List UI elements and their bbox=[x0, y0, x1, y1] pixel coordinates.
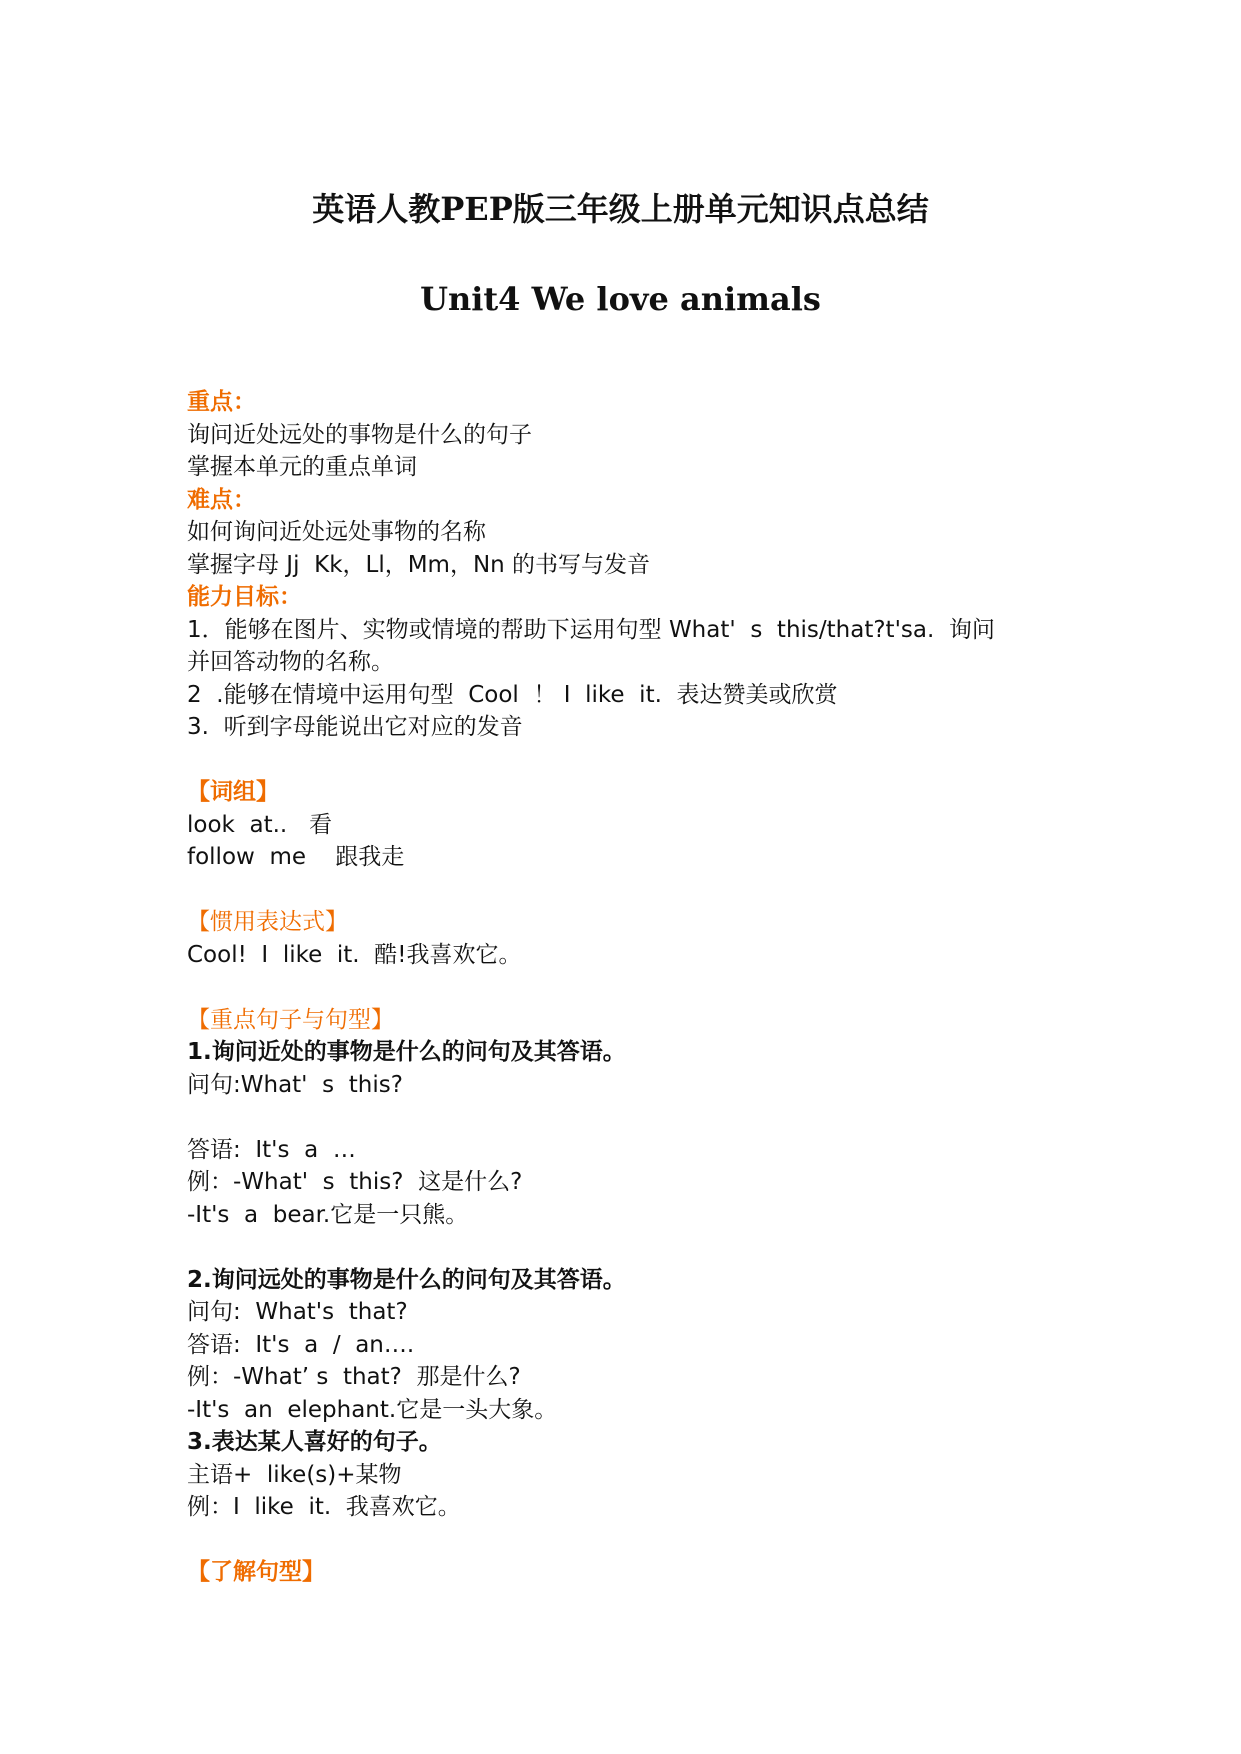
ability-item: 1．能够在图片、实物或情境的帮助下运用句型 What' s this/that?t'sa. 询问 bbox=[187, 616, 995, 643]
spacer bbox=[187, 1101, 1067, 1134]
focus-item: 询问近处远处的事物是什么的句子 bbox=[187, 421, 532, 448]
sentence-line: 例：-What' s this? 这是什么? bbox=[187, 1169, 523, 1195]
difficulty-item: 如何询问近处远处事物的名称 bbox=[187, 519, 486, 545]
sentence-pattern-title: 1.询问近处的事物是什么的问句及其答语。 bbox=[187, 1039, 626, 1065]
unit-title: Unit4 We love animals bbox=[420, 280, 821, 318]
ability-item: 2 .能够在情境中运用句型 Cool ！ I like it. 表达赞美或欣赏 bbox=[187, 681, 838, 708]
ability-item: 3. 听到字母能说出它对应的发音 bbox=[187, 714, 523, 740]
document-title: 英语人教PEP版三年级上册单元知识点总结 bbox=[312, 190, 929, 228]
sentence-line: 答语: It's a … bbox=[187, 1136, 356, 1163]
sentence-pattern-title: 3.表达某人喜好的句子。 bbox=[187, 1429, 442, 1455]
ability-heading: 能力目标： bbox=[187, 584, 302, 610]
sentence-line: 问句:What' s this? bbox=[187, 1071, 403, 1098]
expression-item: Cool! I like it. 酷!我喜欢它。 bbox=[187, 941, 522, 968]
ability-item: 并回答动物的名称。 bbox=[187, 649, 394, 675]
focus-item: 掌握本单元的重点单词 bbox=[187, 454, 417, 480]
spacer bbox=[187, 874, 1067, 907]
sentence-line: -It's an elephant.它是一头大象。 bbox=[187, 1396, 558, 1423]
phrase-item: follow me 跟我走 bbox=[187, 844, 405, 870]
phrase-item: look at.. 看 bbox=[187, 811, 333, 838]
spacer bbox=[187, 1231, 1067, 1264]
understand-heading: 【了解句型】 bbox=[187, 1559, 325, 1585]
sentence-line: 问句: What's that? bbox=[187, 1299, 408, 1325]
spacer bbox=[187, 971, 1067, 1004]
sentence-line: -It's a bear.它是一只熊。 bbox=[187, 1201, 469, 1228]
document-body bbox=[187, 386, 1067, 1589]
key-sentences-heading: 【重点句子与句型】 bbox=[187, 1006, 394, 1033]
phrases-heading: 【词组】 bbox=[187, 779, 279, 805]
sentence-line: 例：I like it. 我喜欢它。 bbox=[187, 1494, 461, 1520]
difficulty-heading: 难点： bbox=[187, 486, 256, 513]
spacer bbox=[187, 744, 1067, 777]
expressions-heading: 【惯用表达式】 bbox=[187, 909, 348, 935]
sentence-line: 主语+ like(s)+某物 bbox=[187, 1461, 402, 1488]
spacer bbox=[187, 1524, 1067, 1557]
sentence-line: 例：-What’ s that? 那是什么? bbox=[187, 1364, 521, 1390]
sentence-pattern-title: 2.询问远处的事物是什么的问句及其答语。 bbox=[187, 1266, 626, 1293]
focus-heading: 重点： bbox=[187, 389, 256, 415]
sentence-line: 答语: It's a / an…. bbox=[187, 1331, 415, 1358]
difficulty-item: 掌握字母 Jj Kk，Ll，Mm，Nn 的书写与发音 bbox=[187, 551, 651, 578]
